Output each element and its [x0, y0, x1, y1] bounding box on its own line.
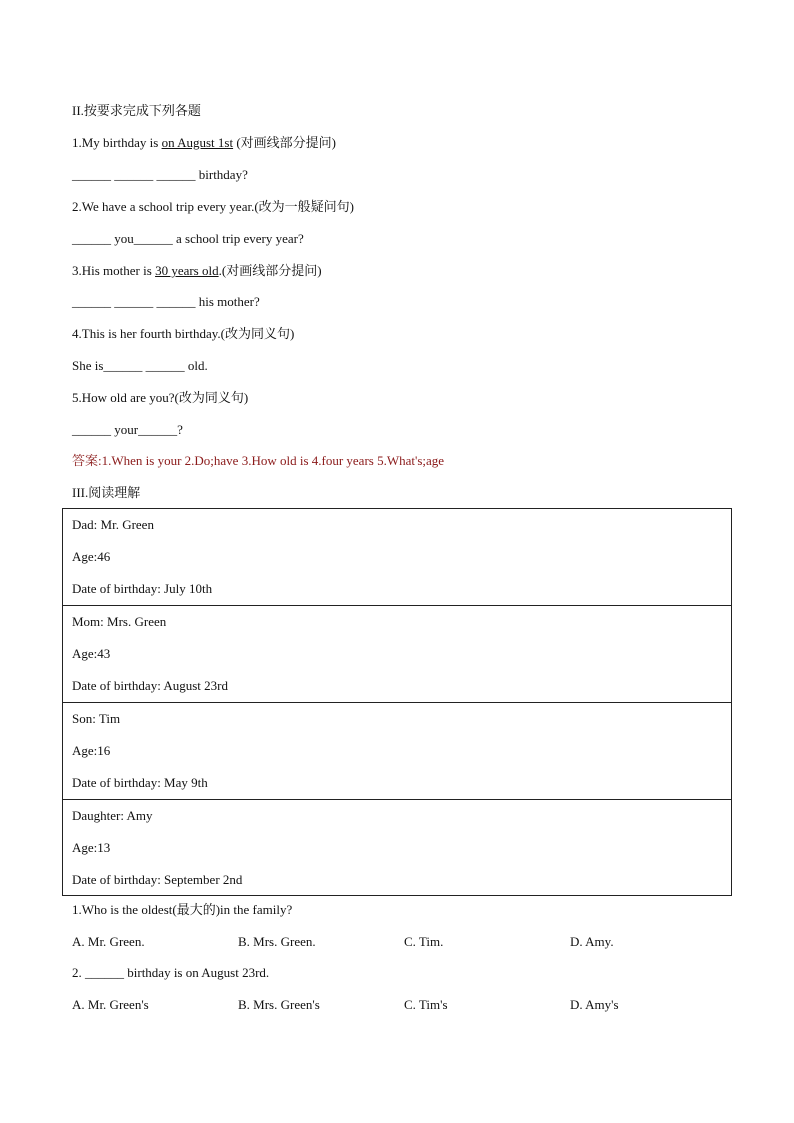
- member-age: Age:13: [72, 840, 111, 855]
- question-3: [72, 262, 322, 280]
- member-birthday: Date of birthday: May 9th: [72, 775, 208, 790]
- member-age: Age:46: [72, 549, 111, 564]
- question-2-blank: ______ you______ a school trip every year?: [72, 231, 304, 246]
- reading-question-2: 2. ______ birthday is on August 23rd.: [72, 965, 270, 980]
- member-name: Daughter: Amy: [72, 808, 153, 823]
- table-row: [63, 800, 731, 895]
- table-row: [63, 509, 731, 606]
- option-a: A. Mr. Green's: [72, 997, 149, 1012]
- question-2: 2.We have a school trip every year.(改为一般疑问句): [72, 199, 354, 214]
- question-3-blank: ______ ______ ______ his mother?: [72, 294, 260, 309]
- table-row: [63, 703, 731, 800]
- option-d: D. Amy's: [570, 997, 619, 1012]
- section-heading-ii: II.按要求完成下列各题: [72, 103, 201, 118]
- option-b: B. Mrs. Green.: [238, 934, 316, 949]
- question-1-underlined: on August 1st: [161, 135, 234, 150]
- member-age: Age:16: [72, 743, 111, 758]
- question-4-blank: She is______ ______ old.: [72, 358, 208, 373]
- option-c: C. Tim.: [404, 934, 444, 949]
- question-1-blank: ______ ______ ______ birthday?: [72, 167, 248, 182]
- question-4: 4.This is her fourth birthday.(改为同义句): [72, 326, 295, 341]
- member-name: Son: Tim: [72, 711, 121, 726]
- member-age: Age:43: [72, 646, 111, 661]
- question-1-suffix: (对画线部分提问): [233, 135, 336, 150]
- question-5: 5.How old are you?(改为同义句): [72, 390, 249, 405]
- option-d: D. Amy.: [570, 934, 614, 949]
- question-5-blank: ______ your______?: [72, 422, 183, 437]
- answer-key: 答案:1.When is your 2.Do;have 3.How old is 4.four years 5.What's;age: [72, 453, 445, 468]
- member-birthday: Date of birthday: September 2nd: [72, 872, 243, 887]
- table-row: [63, 606, 731, 703]
- option-c: C. Tim's: [404, 997, 448, 1012]
- member-name: Dad: Mr. Green: [72, 517, 154, 532]
- option-b: B. Mrs. Green's: [238, 997, 320, 1012]
- section-heading-iii: III.阅读理解: [72, 485, 141, 500]
- question-1: [72, 134, 336, 152]
- family-info-table: [62, 508, 732, 896]
- option-a: A. Mr. Green.: [72, 934, 145, 949]
- question-3-prefix: 3.His mother is: [72, 263, 156, 278]
- question-3-suffix: .(对画线部分提问): [218, 263, 322, 278]
- reading-question-1: 1.Who is the oldest(最大的)in the family?: [72, 902, 293, 917]
- member-birthday: Date of birthday: August 23rd: [72, 678, 228, 693]
- member-birthday: Date of birthday: July 10th: [72, 581, 213, 596]
- member-name: Mom: Mrs. Green: [72, 614, 167, 629]
- question-3-underlined: 30 years old: [155, 263, 219, 278]
- question-1-prefix: 1.My birthday is: [72, 135, 162, 150]
